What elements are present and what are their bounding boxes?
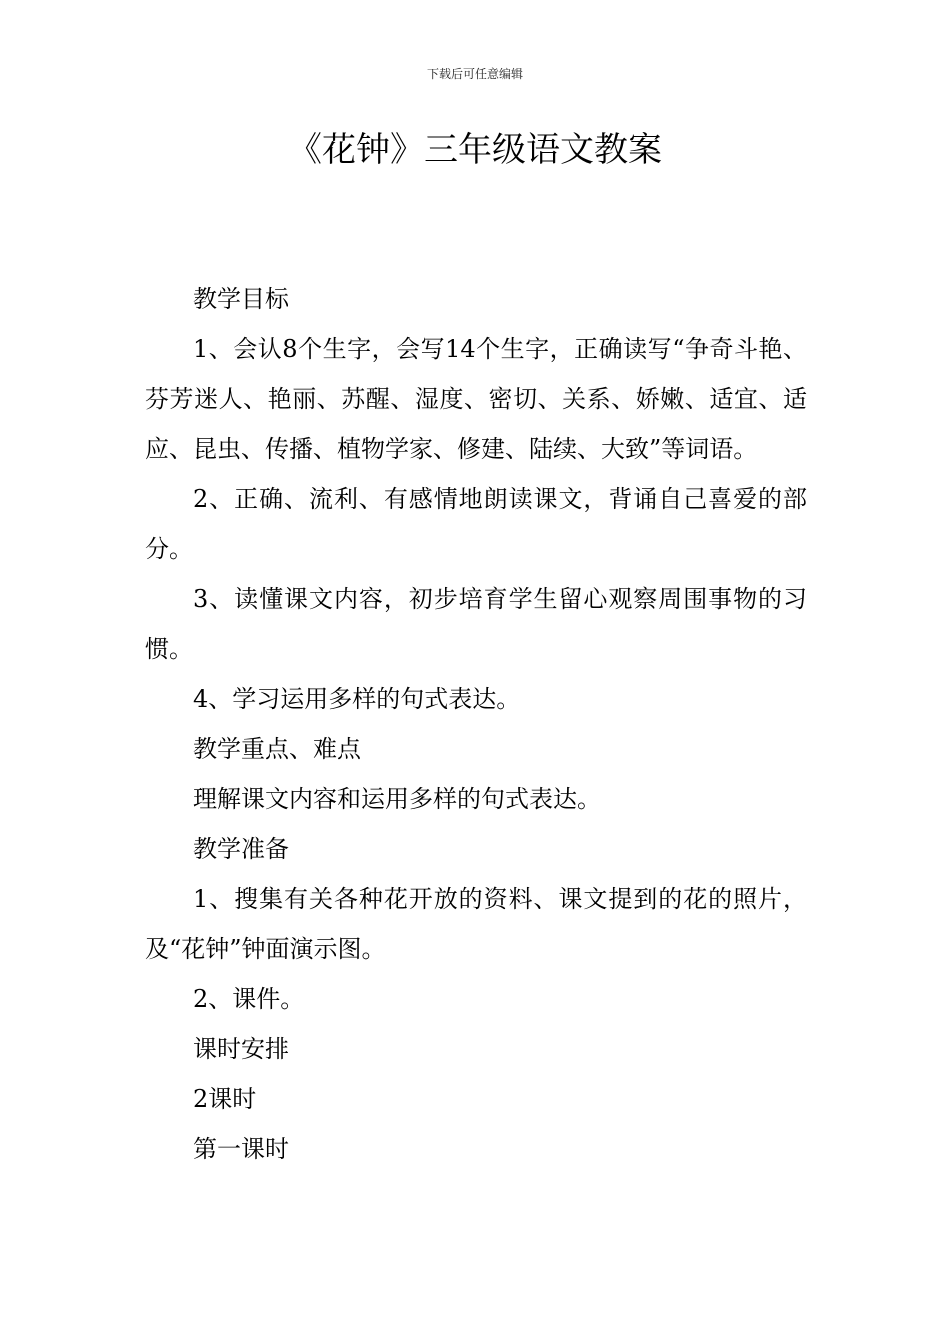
header-note: 下载后可任意编辑	[426, 67, 523, 81]
document-title: 《花钟》三年级语文教案	[288, 130, 662, 170]
paragraph: 1、会认8个生字，会写14个生字，正确读写“争奇斗艳、芬芳迷人、艳丽、苏醒、湿度、密切、关系、娇嫩、适宜、适应、昆虫、传播、植物学家、修建、陆续、大致”等词语。	[145, 335, 807, 463]
paragraph: 理解课文内容和运用多样的句式表达。	[193, 785, 601, 813]
paragraph: 3、读懂课文内容，初步培育学生留心观察周围事物的习惯。	[145, 585, 807, 663]
section-heading-schedule: 课时安排	[193, 1035, 289, 1063]
section-heading-preparation: 教学准备	[193, 835, 289, 863]
paragraph: 2、正确、流利、有感情地朗读课文，背诵自己喜爱的部分。	[145, 485, 807, 563]
paragraph: 2课时	[193, 1085, 257, 1113]
paragraph: 4、学习运用多样的句式表达。	[193, 685, 521, 713]
document-body	[145, 274, 807, 1174]
section-heading-first-lesson: 第一课时	[193, 1135, 289, 1163]
section-heading-key-points: 教学重点、难点	[193, 735, 361, 763]
paragraph: 1、搜集有关各种花开放的资料、课文提到的花的照片，及“花钟”钟面演示图。	[145, 885, 807, 963]
section-heading-objectives: 教学目标	[193, 285, 289, 313]
paragraph: 2、课件。	[193, 985, 305, 1013]
